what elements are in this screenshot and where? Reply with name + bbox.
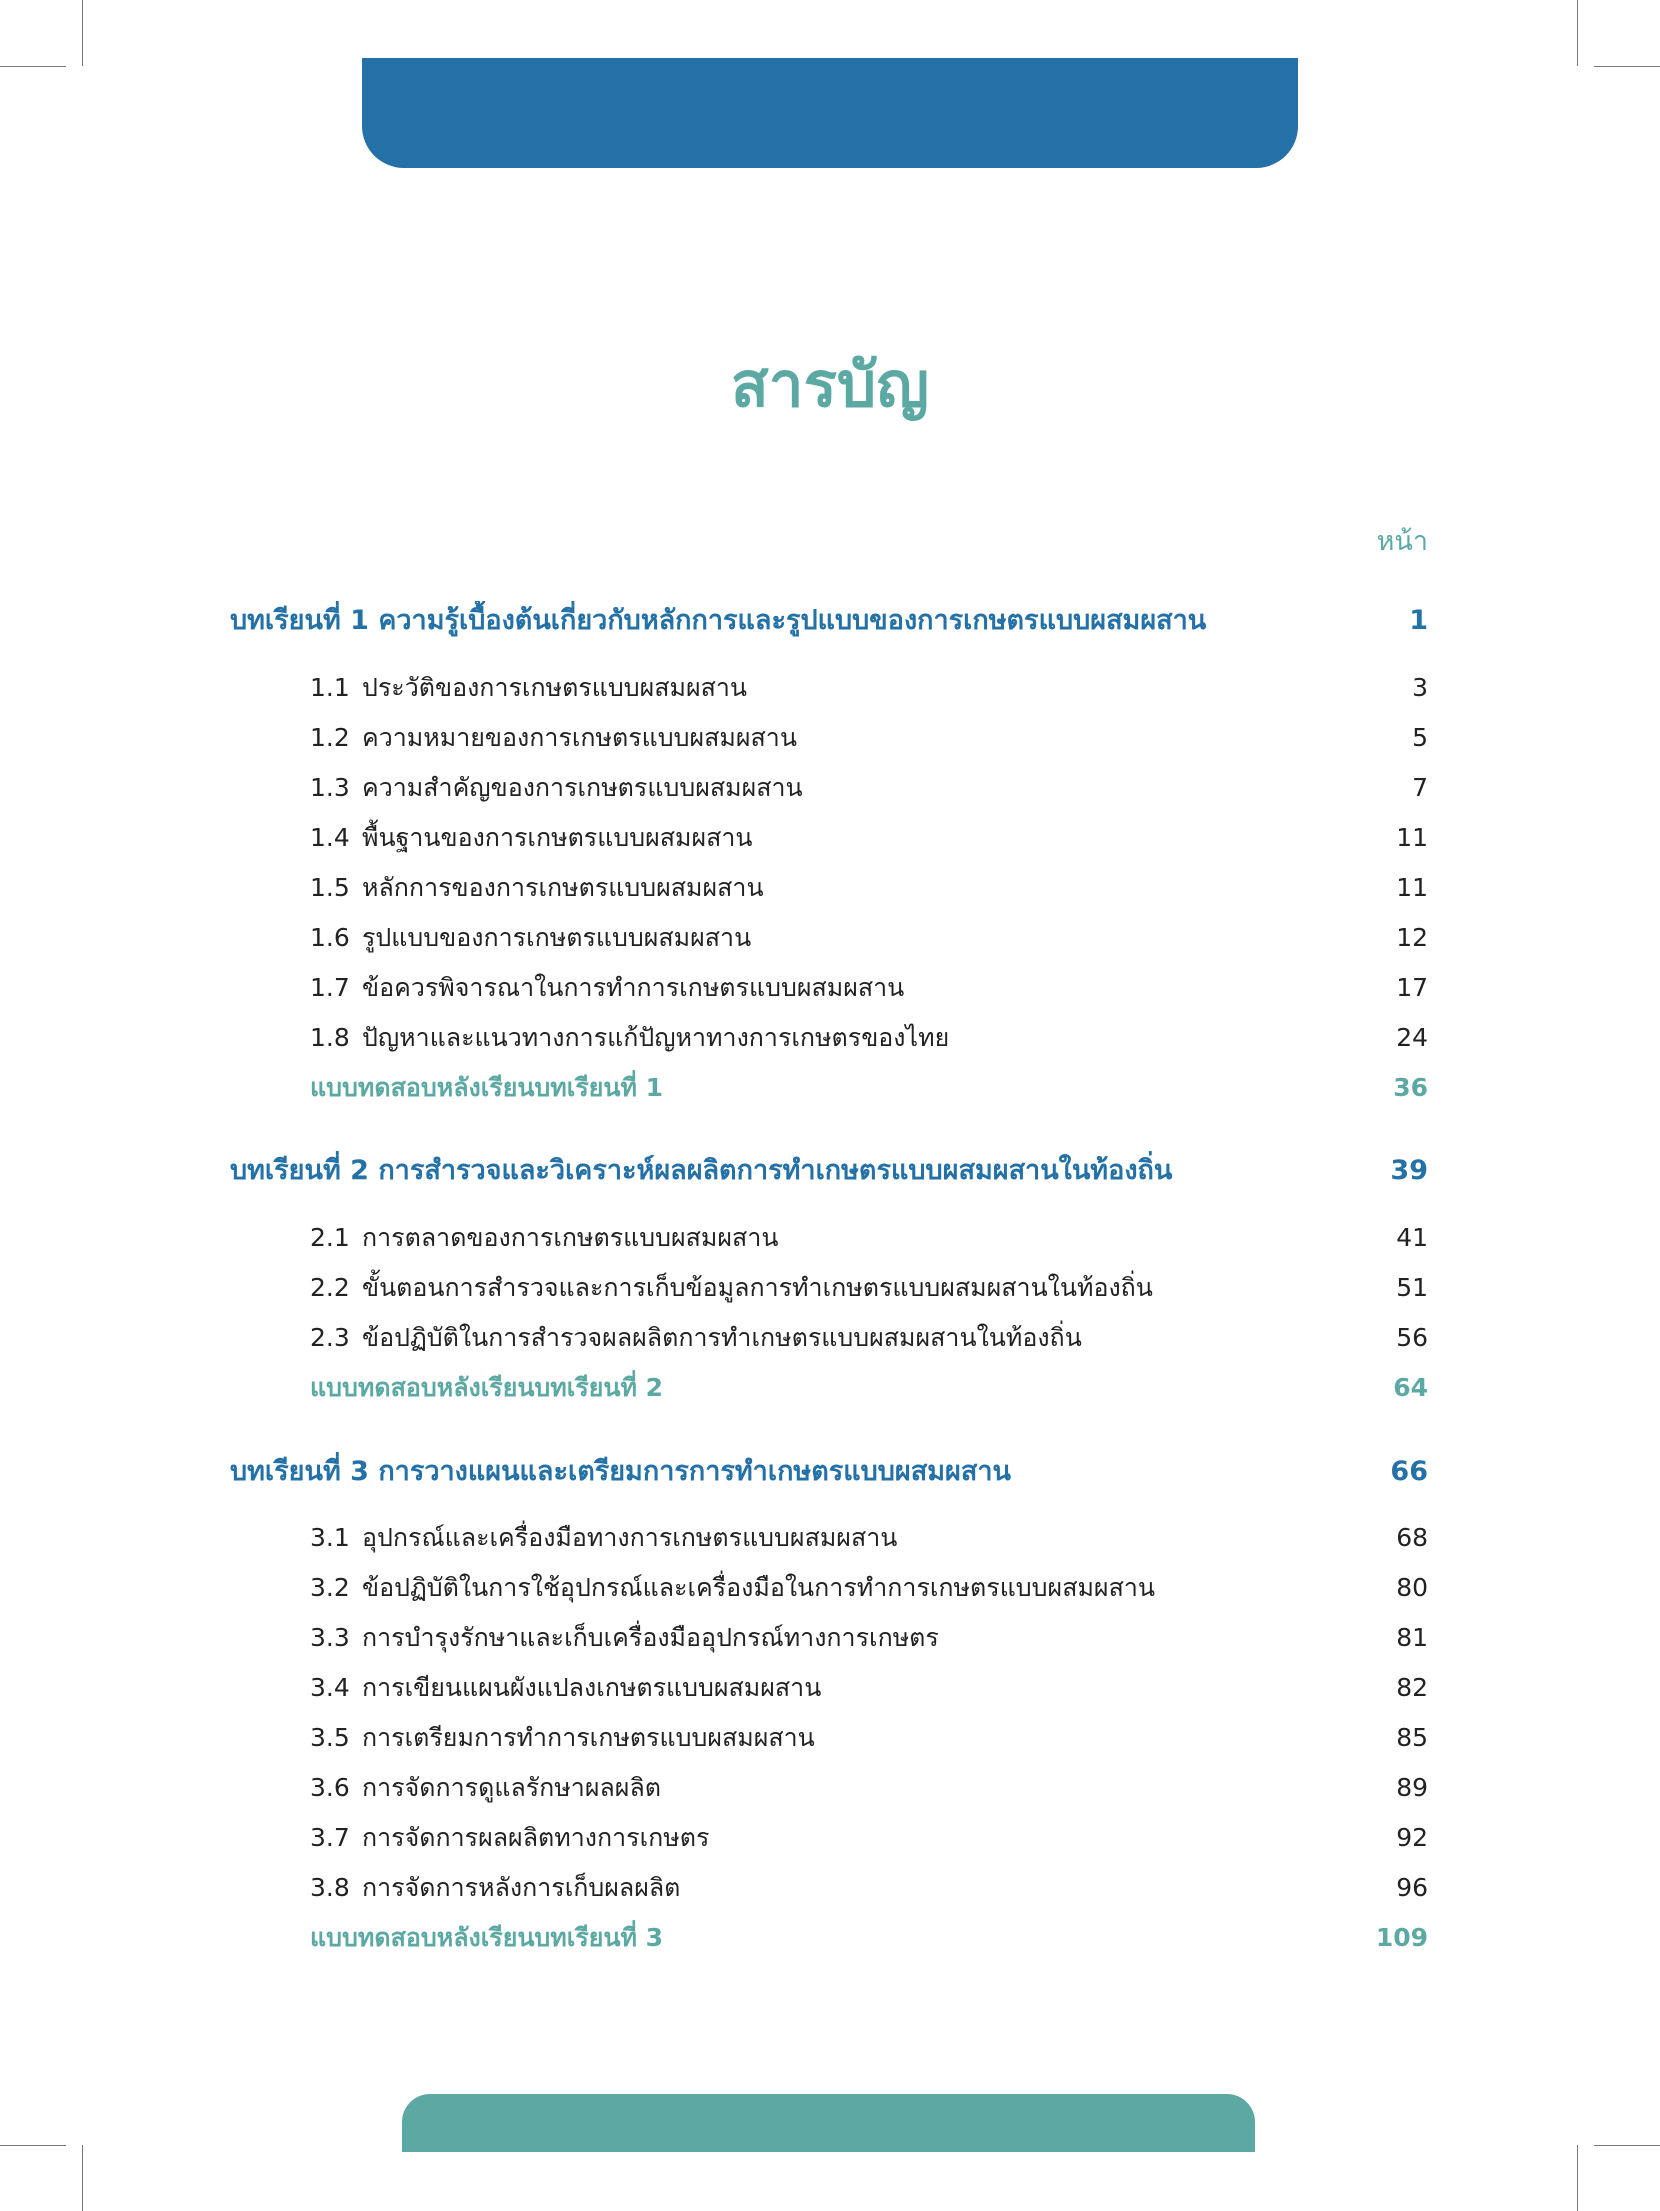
item-page: 80 bbox=[1396, 1573, 1428, 1602]
exercise-title: แบบทดสอบหลังเรียนบทเรียนที่ 3 bbox=[310, 1923, 664, 1952]
item-page: 96 bbox=[1396, 1873, 1428, 1902]
crop-mark bbox=[1594, 2145, 1660, 2146]
exercise-page: 109 bbox=[1375, 1923, 1428, 1952]
crop-mark bbox=[0, 2145, 66, 2146]
item-page: 56 bbox=[1396, 1323, 1428, 1352]
toc-item[interactable] bbox=[310, 968, 1428, 1008]
toc-item[interactable] bbox=[310, 1268, 1428, 1308]
toc-item[interactable] bbox=[310, 1318, 1428, 1358]
toc-exercise[interactable] bbox=[310, 1368, 1428, 1408]
item-number: 1.2 bbox=[310, 723, 350, 752]
item-page: 12 bbox=[1396, 923, 1428, 952]
item-title: อุปกรณ์และเครื่องมือทางการเกษตรแบบผสมผสาน bbox=[362, 1523, 898, 1552]
item-page: 17 bbox=[1396, 973, 1428, 1002]
toc-exercise[interactable] bbox=[310, 1068, 1428, 1108]
crop-mark bbox=[82, 0, 83, 66]
item-title: ข้อควรพิจารณาในการทำการเกษตรแบบผสมผสาน bbox=[362, 973, 905, 1002]
toc-item[interactable] bbox=[310, 868, 1428, 908]
item-page: 11 bbox=[1396, 873, 1428, 902]
item-number: 3.8 bbox=[310, 1873, 350, 1902]
header-banner bbox=[362, 58, 1298, 168]
item-title: การตลาดของการเกษตรแบบผสมผสาน bbox=[362, 1223, 779, 1252]
exercise-page: 36 bbox=[1393, 1073, 1428, 1102]
item-title: ปัญหาและแนวทางการแก้ปัญหาทางการเกษตรของไทย bbox=[362, 1023, 950, 1052]
chapter-title: บทเรียนที่ 2 การสำรวจและวิเคราะห์ผลผลิตการทำเกษตรแบบผสมผสานในท้องถิ่น bbox=[230, 1155, 1173, 1186]
item-page: 92 bbox=[1396, 1823, 1428, 1852]
chapter-title: บทเรียนที่ 1 ความรู้เบื้องต้นเกี่ยวกับหลักการและรูปแบบของการเกษตรแบบผสมผสาน bbox=[230, 605, 1207, 636]
toc-item[interactable] bbox=[310, 768, 1428, 808]
item-number: 1.8 bbox=[310, 1023, 350, 1052]
item-title: ขั้นตอนการสำรวจและการเก็บข้อมูลการทำเกษตรแบบผสมผสานในท้องถิ่น bbox=[362, 1273, 1153, 1302]
item-title: การจัดการผลผลิตทางการเกษตร bbox=[362, 1823, 710, 1852]
item-number: 3.4 bbox=[310, 1673, 350, 1702]
item-number: 3.2 bbox=[310, 1573, 350, 1602]
toc-item[interactable] bbox=[310, 1818, 1428, 1858]
item-number: 2.1 bbox=[310, 1223, 350, 1252]
crop-mark bbox=[1577, 2145, 1578, 2211]
item-number: 2.3 bbox=[310, 1323, 350, 1352]
toc-chapter[interactable] bbox=[230, 601, 1428, 641]
exercise-title: แบบทดสอบหลังเรียนบทเรียนที่ 1 bbox=[310, 1073, 664, 1102]
item-title: พื้นฐานของการเกษตรแบบผสมผสาน bbox=[362, 823, 753, 852]
item-page: 89 bbox=[1396, 1773, 1428, 1802]
toc-item[interactable] bbox=[310, 1718, 1428, 1758]
item-title: การบำรุงรักษาและเก็บเครื่องมืออุปกรณ์ทางการเกษตร bbox=[362, 1623, 939, 1652]
item-number: 3.7 bbox=[310, 1823, 350, 1852]
toc-exercise[interactable] bbox=[310, 1918, 1428, 1958]
item-title: การจัดการหลังการเก็บผลผลิต bbox=[362, 1873, 681, 1902]
toc-item[interactable] bbox=[310, 1868, 1428, 1908]
item-page: 24 bbox=[1396, 1023, 1428, 1052]
item-number: 3.3 bbox=[310, 1623, 350, 1652]
toc-item[interactable] bbox=[310, 668, 1428, 708]
item-page: 11 bbox=[1396, 823, 1428, 852]
chapter-title: บทเรียนที่ 3 การวางแผนและเตรียมการการทำเกษตรแบบผสมผสาน bbox=[230, 1456, 1011, 1487]
item-number: 3.6 bbox=[310, 1773, 350, 1802]
item-number: 3.5 bbox=[310, 1723, 350, 1752]
chapter-page: 66 bbox=[1390, 1456, 1428, 1487]
toc-item[interactable] bbox=[310, 1568, 1428, 1608]
item-title: ข้อปฏิบัติในการสำรวจผลผลิตการทำเกษตรแบบผสมผสานในท้องถิ่น bbox=[362, 1323, 1082, 1352]
crop-mark bbox=[1577, 0, 1578, 66]
item-page: 3 bbox=[1412, 673, 1428, 702]
page-column-label: หน้า bbox=[1376, 526, 1428, 557]
page-title: สารบัญ bbox=[730, 348, 930, 421]
item-title: ความหมายของการเกษตรแบบผสมผสาน bbox=[362, 723, 797, 752]
toc-item[interactable] bbox=[310, 718, 1428, 758]
item-title: ประวัติของการเกษตรแบบผสมผสาน bbox=[362, 673, 748, 702]
item-title: การเตรียมการทำการเกษตรแบบผสมผสาน bbox=[362, 1723, 815, 1752]
item-number: 3.1 bbox=[310, 1523, 350, 1552]
crop-mark bbox=[0, 66, 66, 67]
crop-mark bbox=[82, 2145, 83, 2211]
item-title: การเขียนแผนผังแปลงเกษตรแบบผสมผสาน bbox=[362, 1673, 822, 1702]
toc-item[interactable] bbox=[310, 1618, 1428, 1658]
item-title: ข้อปฏิบัติในการใช้อุปกรณ์และเครื่องมือในการทำการเกษตรแบบผสมผสาน bbox=[362, 1573, 1155, 1602]
item-number: 1.6 bbox=[310, 923, 350, 952]
item-title: รูปแบบของการเกษตรแบบผสมผสาน bbox=[362, 923, 752, 952]
item-page: 82 bbox=[1396, 1673, 1428, 1702]
chapter-page: 39 bbox=[1390, 1155, 1428, 1186]
crop-mark bbox=[1594, 66, 1660, 67]
toc-item[interactable] bbox=[310, 918, 1428, 958]
item-number: 1.5 bbox=[310, 873, 350, 902]
toc-item[interactable] bbox=[310, 1668, 1428, 1708]
item-number: 1.4 bbox=[310, 823, 350, 852]
item-title: หลักการของการเกษตรแบบผสมผสาน bbox=[362, 873, 764, 902]
item-number: 1.3 bbox=[310, 773, 350, 802]
item-page: 5 bbox=[1412, 723, 1428, 752]
item-title: ความสำคัญของการเกษตรแบบผสมผสาน bbox=[362, 773, 803, 802]
toc-chapter[interactable] bbox=[230, 1452, 1428, 1492]
item-number: 2.2 bbox=[310, 1273, 350, 1302]
toc-item[interactable] bbox=[310, 818, 1428, 858]
exercise-page: 64 bbox=[1393, 1373, 1428, 1402]
item-page: 68 bbox=[1396, 1523, 1428, 1552]
exercise-title: แบบทดสอบหลังเรียนบทเรียนที่ 2 bbox=[310, 1373, 664, 1402]
toc-item[interactable] bbox=[310, 1218, 1428, 1258]
item-number: 1.7 bbox=[310, 973, 350, 1002]
item-page: 81 bbox=[1396, 1623, 1428, 1652]
chapter-page: 1 bbox=[1409, 605, 1428, 636]
toc-item[interactable] bbox=[310, 1518, 1428, 1558]
item-title: การจัดการดูแลรักษาผลผลิต bbox=[362, 1773, 662, 1802]
item-number: 1.1 bbox=[310, 673, 350, 702]
footer-banner bbox=[402, 2094, 1255, 2152]
toc-item[interactable] bbox=[310, 1768, 1428, 1808]
item-page: 7 bbox=[1412, 773, 1428, 802]
item-page: 41 bbox=[1396, 1223, 1428, 1252]
toc-item[interactable] bbox=[310, 1018, 1428, 1058]
item-page: 51 bbox=[1396, 1273, 1428, 1302]
toc-chapter[interactable] bbox=[230, 1151, 1428, 1191]
item-page: 85 bbox=[1396, 1723, 1428, 1752]
